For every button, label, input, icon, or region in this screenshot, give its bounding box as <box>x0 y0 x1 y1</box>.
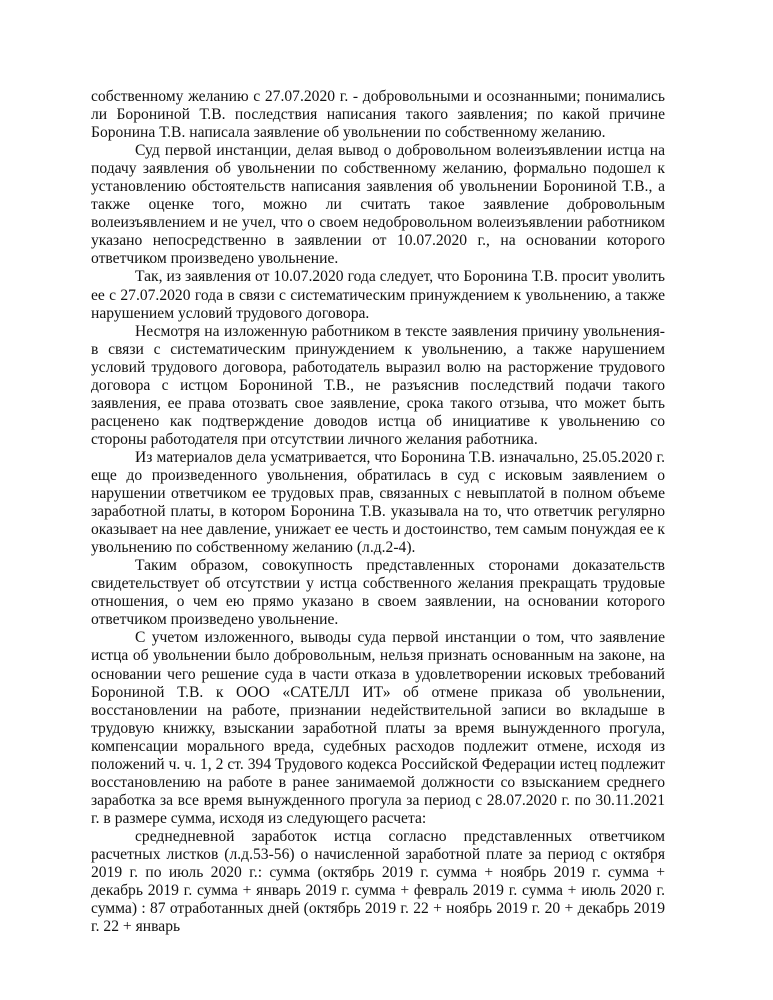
paragraph-calculation: среднедневной заработок истца согласно представленных ответчиком расчетных листков (л.д.53-56) о начисленной заработной плате за период с октября 2019 г. по июль 2020 г.: сумма (октябрь 2019 г. сумма + ноябрь 2019 г. сумма + декабрь 2019 г. сумма + январь 2019 г. сумма + февраль 2019 г. сумма + июль 2020 г. сумма) : 87 отработанных дней (октябрь 2019 г. 22 + ноябрь 2019 г. 20 + декабрь 2019 г. 22 + январь <box>91 827 665 936</box>
document-body <box>91 88 665 936</box>
paragraph-evidence-summary: Таким образом, совокупность представленных сторонами доказательств свидетельствует об отсутствии у истца собственного желания прекращать трудовые отношения, о чем ею прямо указано в своем заявлении, на основании которого ответчиком произведено увольнение. <box>91 557 665 629</box>
paragraph-continuation: собственному желанию с 27.07.2020 г. - добровольными и осознанными; понимались ли Борониной Т.В. последствия написания такого заявления; по какой причине Боронина Т.В. написала заявление об увольнении по собственному желанию. <box>91 88 665 142</box>
paragraph-application-statement: Так, из заявления от 10.07.2020 года следует, что Боронина Т.В. просит уволить ее с 27.07.2020 года в связи с систематическим принуждением к увольнению, а также нарушением условий трудового договора. <box>91 268 665 322</box>
paragraph-employer-will: Несмотря на изложенную работником в тексте заявления причину увольнения- в связи с систематическим принуждением к увольнению, а также нарушением условий трудового договора, работодатель выразил волю на расторжение трудового договора с истцом Борониной Т.В., не разъяснив последствий подачи такого заявления, ее права отозвать свое заявление, срока такого отзыва, что может быть расценено как подтверждение доводов истца об инициативе к увольнению со стороны работодателя при отсутствии личного желания работника. <box>91 322 665 448</box>
paragraph-case-materials: Из материалов дела усматривается, что Боронина Т.В. изначально, 25.05.2020 г. еще до произведенного увольнения, обратилась в суд с исковым заявлением о нарушении ответчиком ее трудовых прав, связанных с невыплатой в полном объеме заработной платы, в котором Боронина Т.В. указывала на то, что ответчик регулярно оказывает на нее давление, унижает ее честь и достоинство, тем самым понуждая ее к увольнению по собственному желанию (л.д.2-4). <box>91 448 665 557</box>
paragraph-court-conclusion: Суд первой инстанции, делая вывод о добровольном волеизъявлении истца на подачу заявления об увольнении по собственному желанию, формально подошел к установлению обстоятельств написания заявления об увольнении Борониной Т.В., а также оценке того, можно ли считать такое заявление добровольным волеизъявлением и не учел, что о своем недобровольном волеизъявлении работником указано непосредственно в заявлении от 10.07.2020 г., на основании которого ответчиком произведено увольнение. <box>91 142 665 268</box>
paragraph-decision: С учетом изложенного, выводы суда первой инстанции о том, что заявление истца об увольнении было добровольным, нельзя признать основанным на законе, на основании чего решение суда в части отказа в удовлетворении исковых требований Борониной Т.В. к ООО «САТЕЛЛ ИТ» об отмене приказа об увольнении, восстановлении на работе, признании недействительной записи во вкладыше в трудовую книжку, взыскании заработной платы за время вынужденного прогула, компенсации морального вреда, судебных расходов подлежит отмене, исходя из положений ч. ч. 1, 2 ст. 394 Трудового кодекса Российской Федерации истец подлежит восстановлению на работе в ранее занимаемой должности со взысканием среднего заработка за все время вынужденного прогула за период с 28.07.2020 г. по 30.11.2021 г. в размере сумма, исходя из следующего расчета: <box>91 629 665 827</box>
